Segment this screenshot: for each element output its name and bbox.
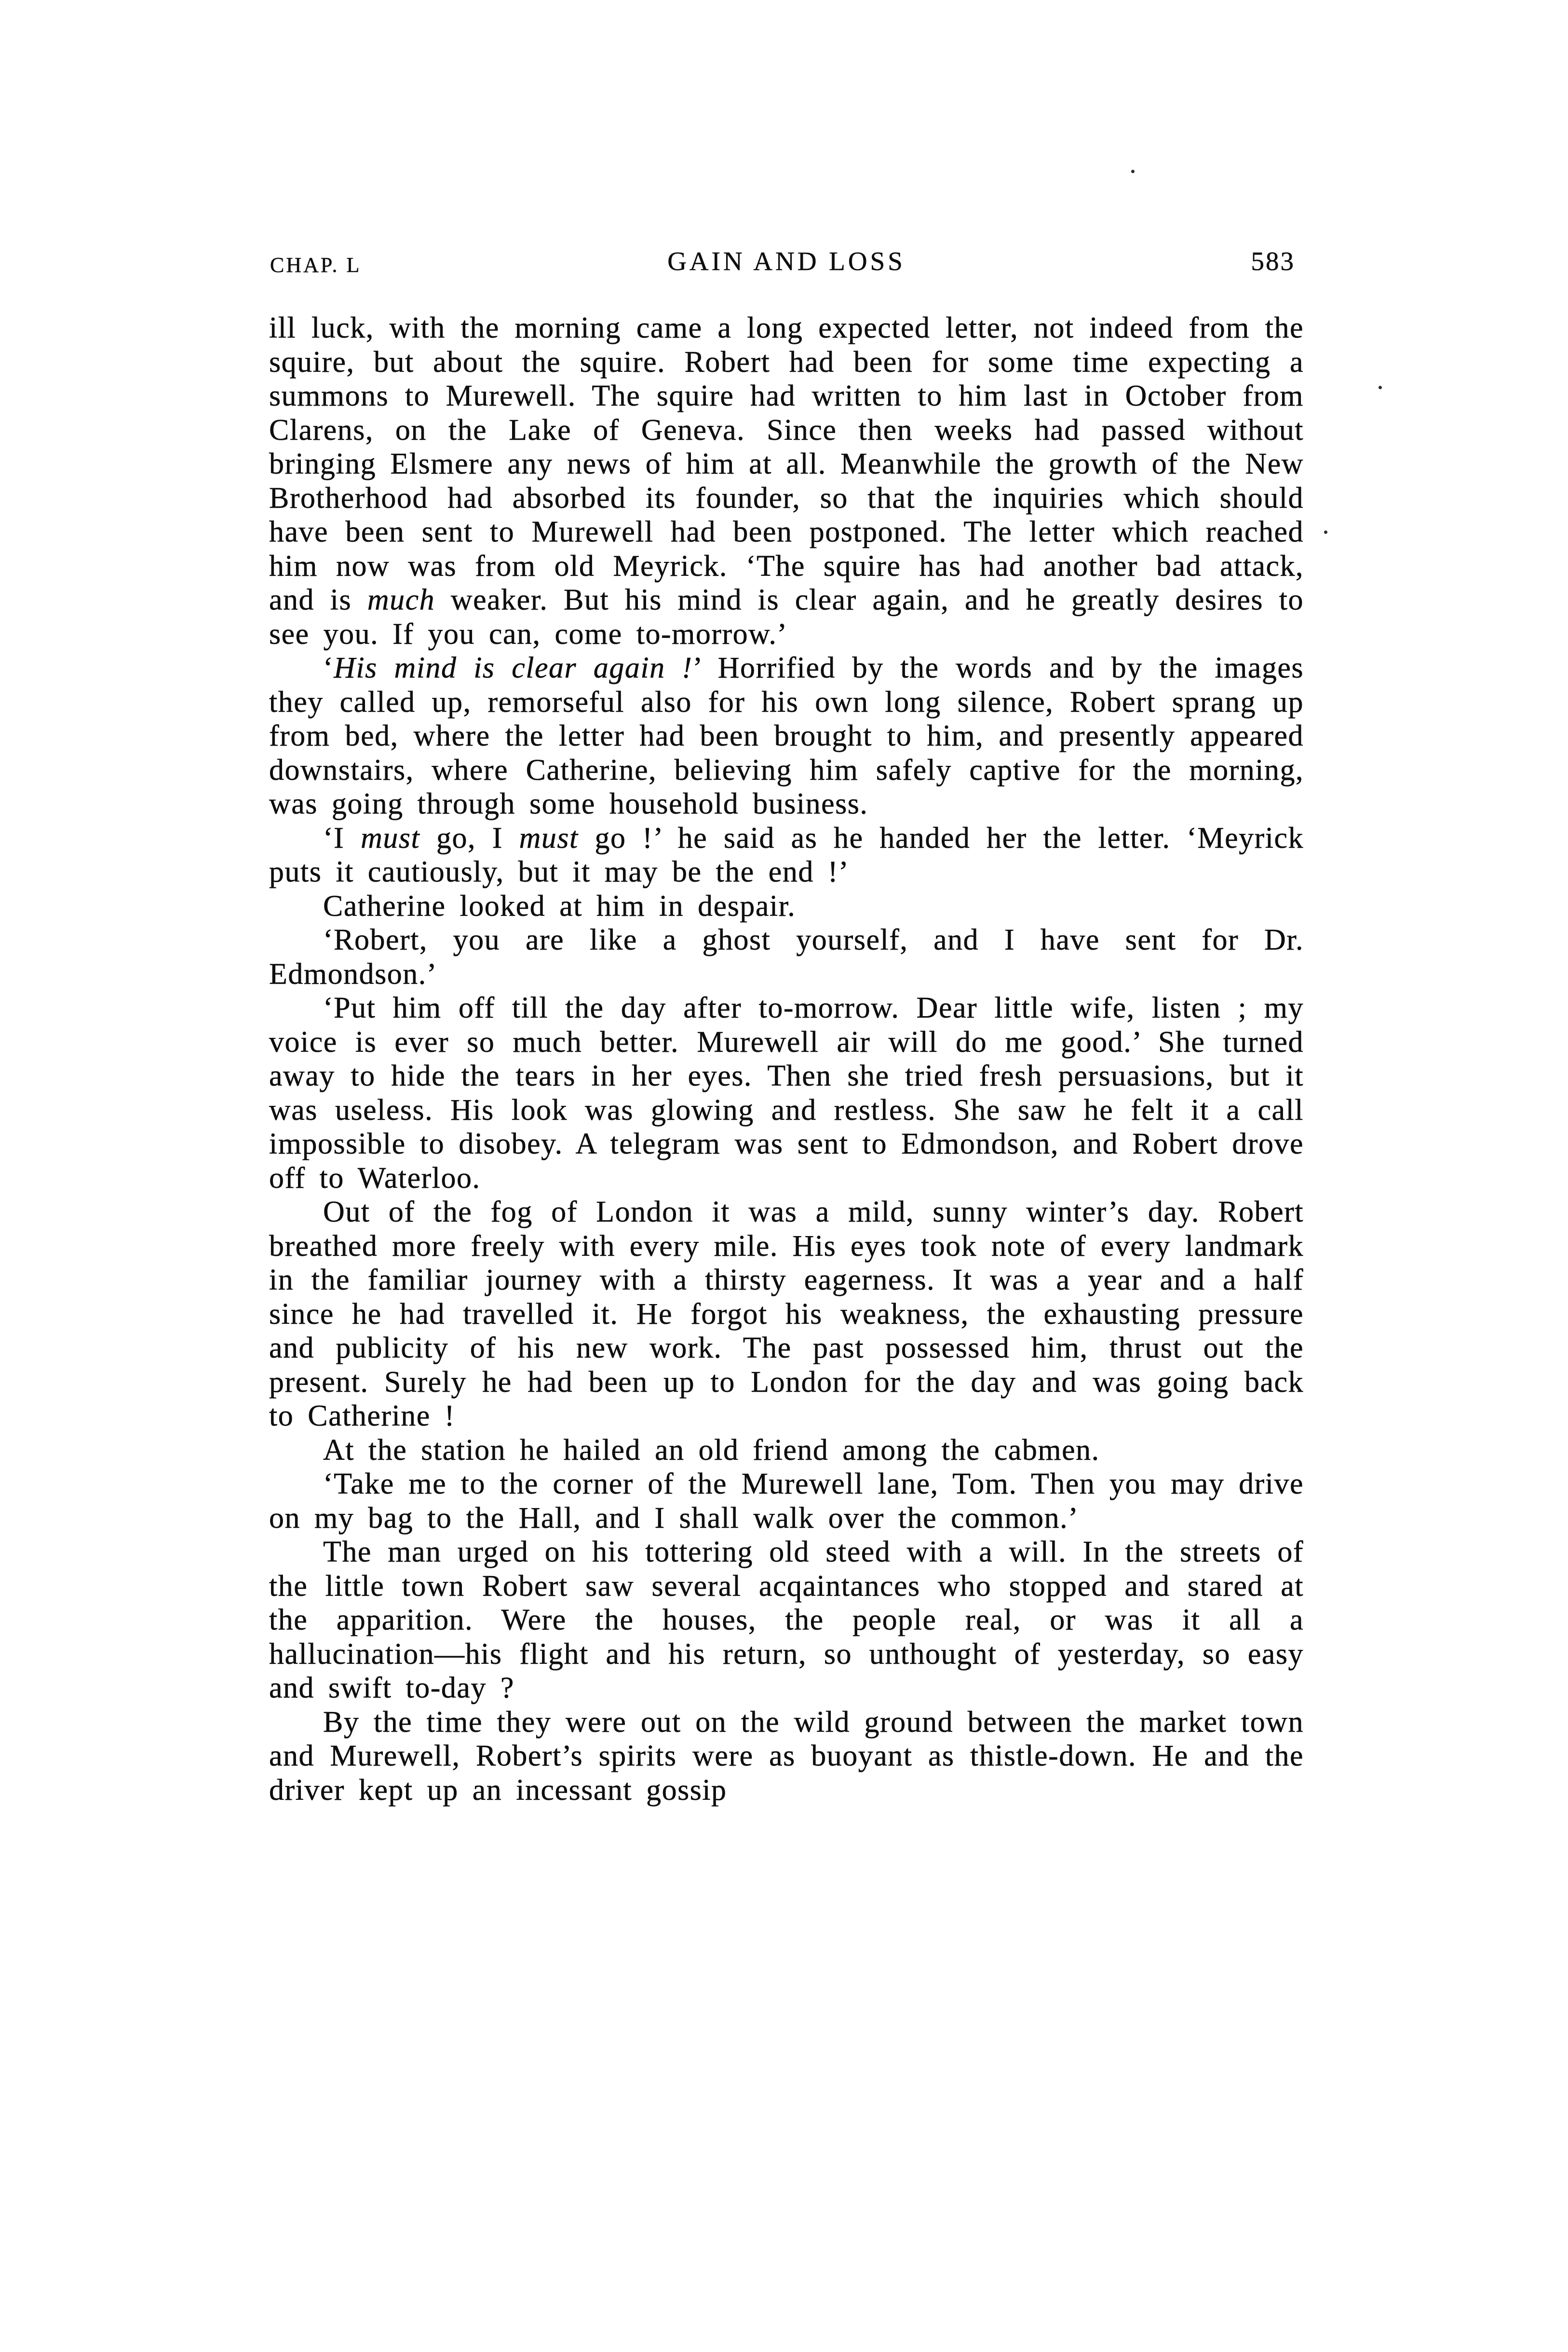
scan-artifact-dot <box>1324 530 1327 534</box>
body-text: go !’ he said as he handed her the letter. ‘Meyrick puts it cautiously, but it may be the end !’ <box>269 821 1304 888</box>
paragraph <box>269 1433 1304 1468</box>
paragraph <box>269 651 1304 821</box>
body-text-italic: much <box>367 584 435 616</box>
paragraph <box>269 1705 1304 1808</box>
page-title: GAIN AND LOSS <box>667 246 906 276</box>
body-text: ‘Take me to the corner of the Murewell lane, Tom. Then you may drive on my bag to the Hall, and I shall walk over the common.’ <box>269 1468 1304 1535</box>
body-text: go, I <box>420 821 519 855</box>
body-text: ‘ <box>323 652 334 684</box>
paragraph <box>269 1467 1304 1535</box>
paragraph <box>269 1535 1304 1705</box>
paragraph <box>269 821 1304 889</box>
body-text: Catherine looked at him in despair. <box>323 889 796 923</box>
page-body <box>269 311 1304 1807</box>
chapter-label: CHAP. L <box>270 253 362 277</box>
body-text: weaker. But his mind is clear again, and he greatly desires to see you. If you can, come to-morrow.’ <box>269 584 1304 651</box>
scan-artifact-dot <box>1379 386 1382 389</box>
paragraph <box>269 889 1304 924</box>
body-text-italic: must <box>519 821 579 855</box>
body-text: ‘I <box>323 821 361 855</box>
body-text: ’ Horrified by the words and by the images they called up, remorseful also for his own long silence, Robert sprang up from bed, where the letter had been brought to him, and presently appeared downstairs, where Catherine, believing him safely captive for the morning, was going through some household business. <box>269 652 1304 820</box>
paragraph <box>269 923 1304 991</box>
paragraph <box>269 311 1304 651</box>
body-text: Out of the fog of London it was a mild, sunny winter’s day. Robert breathed more freely with every mile. His eyes took note of every landmark in the familiar journey with a thirsty eagerness. It was a year and a half since he had travelled it. He forgot his weakness, the exhausting pressure and publicity of his new work. The past possessed him, thrust out the present. Surely he had been up to London for the day and was going back to Catherine ! <box>269 1196 1304 1432</box>
body-text: At the station he hailed an old friend among the cabmen. <box>323 1433 1100 1467</box>
paragraph <box>269 991 1304 1195</box>
body-text-italic: His mind is clear again ! <box>334 652 693 684</box>
body-text-italic: must <box>361 821 420 855</box>
page-number: 583 <box>1251 246 1295 276</box>
paragraph <box>269 1195 1304 1433</box>
running-header <box>269 240 1304 285</box>
body-text: The man urged on his tottering old steed with a will. In the streets of the little town Robert saw several acqaintances who stopped and stared at the apparition. Were the houses, the people real, or was it all a hallucination—his flight and his return, so unthought of yesterday, so easy and swift to-day ? <box>269 1536 1304 1704</box>
body-text: ‘Robert, you are like a ghost yourself, and I have sent for Dr. Edmondson.’ <box>269 924 1304 991</box>
scan-artifact-dot <box>1131 170 1135 173</box>
body-text: ill luck, with the morning came a long expected letter, not indeed from the squire, but about the squire. Robert had been for some time expecting a summons to Murewell. The squire had written to him last in October from Clarens, on the Lake of Geneva. Since then weeks had passed without bringing Elsmere any news of him at all. Meanwhile the growth of the New Brotherhood had absorbed its founder, so that the inquiries which should have been sent to Murewell had been postponed. The letter which reached him now was from old Meyrick. ‘The squire has had another bad attack, and is <box>269 312 1304 616</box>
body-text: ‘Put him off till the day after to-morrow. Dear little wife, listen ; my voice is ever so much better. Murewell air will do me good.’ She turned away to hide the tears in her eyes. Then she tried fresh persuasions, but it was useless. His look was glowing and restless. She saw he felt it a call impossible to disobey. A telegram was sent to Edmondson, and Robert drove off to Waterloo. <box>269 992 1304 1195</box>
body-text: By the time they were out on the wild ground between the market town and Murewell, Robert’s spirits were as buoyant as thistle-down. He and the driver kept up an incessant gossip <box>269 1705 1304 1807</box>
